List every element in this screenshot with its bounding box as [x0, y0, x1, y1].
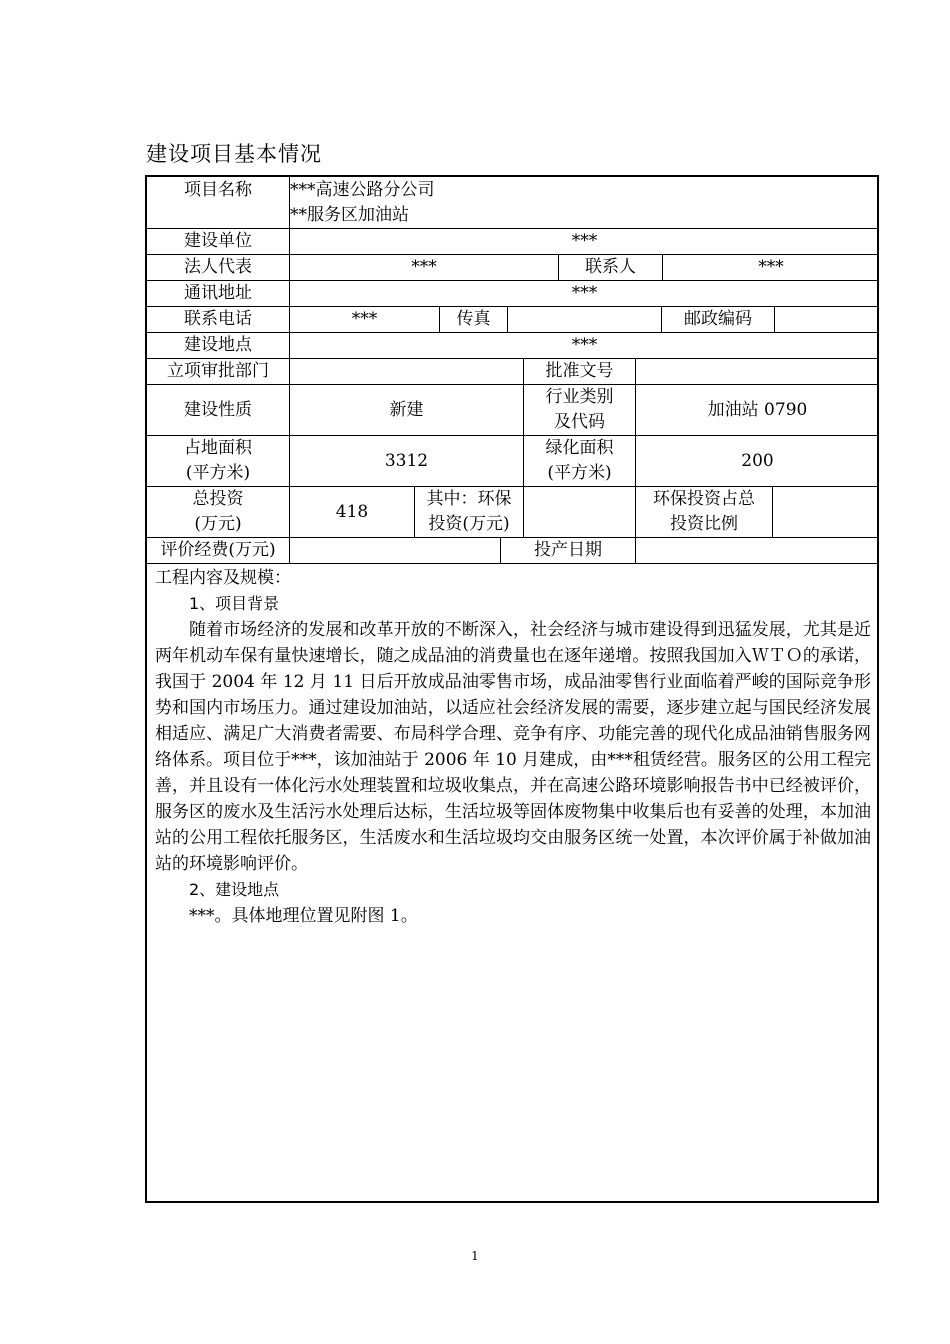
green-value: 200 [636, 436, 879, 487]
approval-dept-label: 立项审批部门 [147, 359, 290, 385]
approval-doc-label: 批准文号 [524, 359, 636, 385]
phone-label: 联系电话 [147, 307, 290, 333]
project-info-table [145, 175, 879, 1203]
operation-date-value [636, 538, 879, 564]
section2-title: 2、建设地点 [189, 880, 280, 899]
address-label: 通讯地址 [147, 281, 290, 307]
industry-value: 加油站 0790 [636, 385, 879, 436]
project-name-value: ***高速公路分公司 **服务区加油站 [290, 177, 879, 229]
page-title: 建设项目基本情况 [146, 142, 322, 166]
fax-label: 传真 [440, 307, 508, 333]
invest-label: 总投资 (万元) [147, 487, 290, 538]
area-label: 占地面积 (平方米) [147, 436, 290, 487]
address-value: *** [290, 281, 879, 307]
section2-text: ***。具体地理位置见附图 1。 [189, 906, 418, 926]
project-content [155, 565, 871, 929]
fee-value [290, 538, 501, 564]
site-label: 建设地点 [147, 333, 290, 359]
project-name-label: 项目名称 [147, 177, 290, 229]
env-invest-value [524, 487, 636, 538]
unit-value: *** [290, 229, 879, 255]
env-ratio-value [773, 487, 879, 538]
invest-value: 418 [290, 487, 415, 538]
operation-date-label: 投产日期 [501, 538, 636, 564]
green-label: 绿化面积 (平方米) [524, 436, 636, 487]
fax-value [508, 307, 662, 333]
site-value: *** [290, 333, 879, 359]
fee-label: 评价经费(万元) [147, 538, 290, 564]
content-heading: 工程内容及规模： [155, 568, 291, 588]
contact-value: *** [663, 255, 879, 281]
section1-title: 1、项目背景 [189, 594, 280, 613]
postcode-value [775, 307, 879, 333]
nature-value: 新建 [290, 385, 524, 436]
env-ratio-label: 环保投资占总 投资比例 [636, 487, 773, 538]
industry-label: 行业类别 及代码 [524, 385, 636, 436]
legal-rep-label: 法人代表 [147, 255, 290, 281]
unit-label: 建设单位 [147, 229, 290, 255]
section1-text: 随着市场经济的发展和改革开放的不断深入，社会经济与城市建设得到迅猛发展，尤其是近两年机动车保有量快速增长，随之成品油的消费量也在逐年递增。按照我国加入ＷＴＯ的承诺，我国于 2004 年 12 月 11 日后开放成品油零售市场，成品油零售行业面临着严峻的国际竞争形势和国内市场压力。通过建设加油站，以适应社会经济发展的需要，逐步建立起与国民经济发展相适应、满足广大消费者需要、布局科学合理、竞争有序、功能完善的现代化成品油销售服务网络体系。项目位于***，该加油站于 2006 年 10 月建成，由***租赁经营。服务区的公用工程完善，并且设有一体化污水处理装置和垃圾收集点，并在高速公路环境影响报告书中已经被评价，服务区的废水及生活污水处理后达标，生活垃圾等固体废物集中收集后也有妥善的处理，本加油站的公用工程依托服务区，生活废水和生活垃圾均交由服务区统一处置，本次评价属于补做加油站的环境影响评价。 [155, 620, 871, 874]
nature-label: 建设性质 [147, 385, 290, 436]
approval-doc-value [636, 359, 879, 385]
contact-label: 联系人 [559, 255, 663, 281]
env-invest-label: 其中：环保 投资(万元) [415, 487, 524, 538]
area-value: 3312 [290, 436, 524, 487]
postcode-label: 邮政编码 [662, 307, 775, 333]
legal-rep-value: *** [290, 255, 559, 281]
phone-value: *** [290, 307, 440, 333]
approval-dept-value [290, 359, 524, 385]
page-number: 1 [471, 1249, 479, 1263]
